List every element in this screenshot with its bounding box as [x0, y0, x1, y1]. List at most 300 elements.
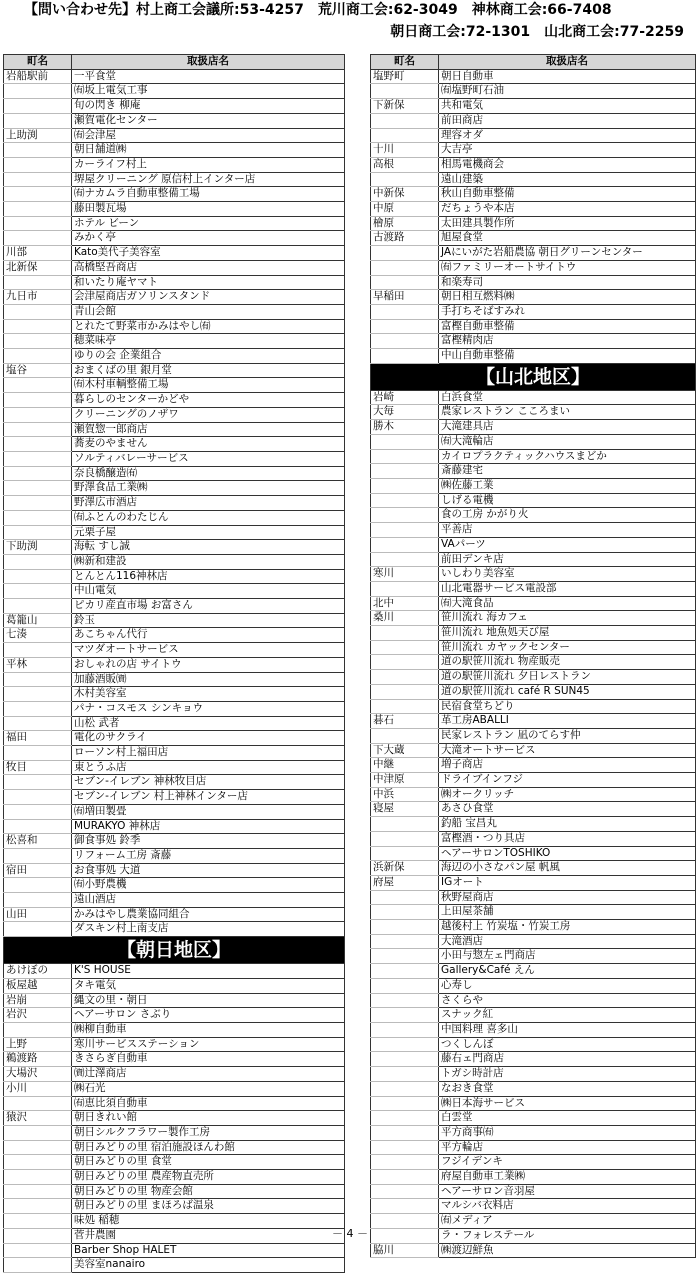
store-name: 手打ちそばすみれ [439, 304, 696, 319]
store-name: 加藤酒販㈾ [72, 672, 345, 687]
store-name: ヘアーサロンTOSHIKO [439, 846, 696, 861]
table-row [371, 861, 696, 876]
town-name [371, 304, 439, 319]
store-name: 奈良橋醸造㈲ [72, 466, 345, 481]
table-row [371, 128, 696, 143]
table-row [4, 819, 345, 834]
town-name [371, 1155, 439, 1170]
table-row [4, 260, 345, 275]
town-name: 山田 [4, 907, 72, 922]
table-row [4, 113, 345, 128]
town-name [4, 84, 72, 99]
town-name [371, 890, 439, 905]
town-name [4, 569, 72, 584]
store-name: 富樫酒・つり具店 [439, 831, 696, 846]
store-name: ㈱渡辺鮮魚 [439, 1243, 696, 1258]
town-name: 府屋 [371, 875, 439, 890]
town-name: 塩谷 [4, 363, 72, 378]
store-table-left [3, 54, 345, 1273]
table-row [371, 349, 696, 364]
store-name: 共和電気 [439, 99, 696, 114]
store-name: ソルティバレーサービス [72, 451, 345, 466]
town-name [4, 99, 72, 114]
table-row [4, 716, 345, 731]
town-name [4, 216, 72, 231]
store-name: 穂菜味亭 [72, 334, 345, 349]
table-row [371, 434, 696, 449]
store-name: 野澤広市酒店 [72, 496, 345, 511]
store-name: 笹川流れ 海カフェ [439, 611, 696, 626]
table-row [4, 172, 345, 187]
store-name: さくらや [439, 993, 696, 1008]
table-row [4, 69, 345, 84]
store-name: ㈲恵比須自動車 [72, 1096, 345, 1111]
store-name: ローソン村上福田店 [72, 746, 345, 761]
table-row [4, 216, 345, 231]
table-row [4, 187, 345, 202]
town-name [4, 172, 72, 187]
table-row [4, 1008, 345, 1023]
column-header-town: 町名 [4, 55, 72, 70]
store-name: 朝日みどりの里 宿泊施設ほんわ館 [72, 1140, 345, 1155]
table-row [4, 746, 345, 761]
town-name [371, 728, 439, 743]
store-name: カイロプラクティックハウスまどか [439, 449, 696, 464]
town-name [4, 275, 72, 290]
store-name: 海転 すし誠 [72, 540, 345, 555]
table-row [4, 84, 345, 99]
table-row [4, 848, 345, 863]
table-row [371, 978, 696, 993]
town-name [4, 481, 72, 496]
store-name: 理容オダ [439, 128, 696, 143]
store-name: 道の駅笹川流れ 夕日レストラン [439, 670, 696, 685]
town-name: 下助渕 [4, 540, 72, 555]
column-header-town: 町名 [371, 55, 439, 70]
town-name [371, 1052, 439, 1067]
table-row [371, 714, 696, 729]
town-name [371, 640, 439, 655]
store-name: ㈲木村車輌整備工場 [72, 378, 345, 393]
store-name: だちょうや本店 [439, 202, 696, 217]
store-name: 農家レストラン こころまい [439, 405, 696, 420]
store-name: 前田商店 [439, 113, 696, 128]
store-name: しげる電機 [439, 493, 696, 508]
town-name [371, 1037, 439, 1052]
store-name: 海辺の小さなパン屋 帆風 [439, 861, 696, 876]
table-row [371, 260, 696, 275]
table-row [371, 478, 696, 493]
store-name: ㈲大滝食品 [439, 596, 696, 611]
store-name: 堺屋クリーニング 原信村上インター店 [72, 172, 345, 187]
store-name: 野澤食品工業㈱ [72, 481, 345, 496]
town-name: 中継 [371, 758, 439, 773]
town-name [371, 1081, 439, 1096]
section-title: 【山北地区】 [371, 363, 696, 390]
table-row [4, 628, 345, 643]
town-name [371, 1199, 439, 1214]
table-row [371, 1184, 696, 1199]
table-row [371, 1023, 696, 1038]
town-name [4, 319, 72, 334]
store-name: 秋山自動車整備 [439, 187, 696, 202]
table-row [4, 275, 345, 290]
table-row [4, 978, 345, 993]
table-row [371, 390, 696, 405]
store-name: お食事処 大道 [72, 863, 345, 878]
store-name: 遠山建築 [439, 172, 696, 187]
town-name [371, 655, 439, 670]
store-name: セブン-イレブン 神林牧目店 [72, 775, 345, 790]
town-name [371, 552, 439, 567]
town-name [371, 523, 439, 538]
town-name [4, 599, 72, 614]
store-name: かみはやし農業協同組合 [72, 907, 345, 922]
town-name [4, 143, 72, 158]
table-row [4, 760, 345, 775]
store-name: 平善店 [439, 523, 696, 538]
table-row [371, 699, 696, 714]
section-header [371, 363, 696, 390]
table-row [371, 319, 696, 334]
store-name: セブン-イレブン 村上神林インター店 [72, 790, 345, 805]
town-name [4, 1125, 72, 1140]
store-name: 富樫精肉店 [439, 334, 696, 349]
town-name [4, 848, 72, 863]
town-name [4, 643, 72, 658]
store-name: きさらぎ自動車 [72, 1052, 345, 1067]
table-row [371, 655, 696, 670]
table-row [4, 1258, 345, 1273]
table-row [371, 275, 696, 290]
table-row [4, 407, 345, 422]
store-name: 一平食堂 [72, 69, 345, 84]
table-row [371, 246, 696, 261]
town-name [371, 993, 439, 1008]
table-row [371, 1008, 696, 1023]
store-name: 元栗子屋 [72, 525, 345, 540]
town-name [371, 1170, 439, 1185]
town-name [371, 949, 439, 964]
column-header-store: 取扱店名 [439, 55, 696, 70]
store-name: 山北電器サービス電設部 [439, 581, 696, 596]
town-name: 鵜渡路 [4, 1052, 72, 1067]
store-name: あこちゃん代行 [72, 628, 345, 643]
town-name [4, 1023, 72, 1038]
town-name [4, 672, 72, 687]
town-name: 下大蔵 [371, 743, 439, 758]
town-name [371, 1111, 439, 1126]
store-name: 東とうふ店 [72, 760, 345, 775]
store-name: ラ・フォレステール [439, 1228, 696, 1243]
town-name: 猿沢 [4, 1111, 72, 1126]
store-name: 道の駅笹川流れ 物産販売 [439, 655, 696, 670]
town-name: 牧目 [4, 760, 72, 775]
table-row [4, 290, 345, 305]
town-name [4, 804, 72, 819]
store-name: ㈱佐藤工業 [439, 478, 696, 493]
town-name: 岩崩 [4, 993, 72, 1008]
store-name: 電化のサクライ [72, 731, 345, 746]
store-name: 朝日相互燃料㈱ [439, 290, 696, 305]
store-name: 民家レストラン 凪のてらす仲 [439, 728, 696, 743]
town-name: 中新保 [371, 187, 439, 202]
table-row [371, 523, 696, 538]
town-name [371, 670, 439, 685]
table-row [4, 907, 345, 922]
table-row [371, 537, 696, 552]
table-row [4, 613, 345, 628]
town-name [4, 304, 72, 319]
table-row [4, 893, 345, 908]
table-row [4, 1243, 345, 1258]
town-name [4, 687, 72, 702]
table-row [371, 1170, 696, 1185]
town-name [371, 334, 439, 349]
town-name: 中原 [371, 202, 439, 217]
table-row [4, 657, 345, 672]
town-name [4, 157, 72, 172]
town-name: 檜原 [371, 216, 439, 231]
table-row [371, 1052, 696, 1067]
store-name: 上田屋茶舗 [439, 905, 696, 920]
table-row [4, 1096, 345, 1111]
table-row [4, 393, 345, 408]
table-row [4, 687, 345, 702]
table-row [371, 113, 696, 128]
store-name: 菅井農園 [72, 1228, 345, 1243]
store-name: あさひ食堂 [439, 802, 696, 817]
town-name: 葛籠山 [4, 613, 72, 628]
table-row [371, 1081, 696, 1096]
store-name: 白浜食堂 [439, 390, 696, 405]
store-name: 革工房ABALLI [439, 714, 696, 729]
table-row [371, 172, 696, 187]
store-name: 鈴玉 [72, 613, 345, 628]
store-name: 越後村上 竹炭塩・竹炭工房 [439, 920, 696, 935]
table-row [4, 143, 345, 158]
store-name: 大滝オートサービス [439, 743, 696, 758]
store-name: ㈾辻澤商店 [72, 1067, 345, 1082]
town-name [4, 1184, 72, 1199]
town-name [4, 922, 72, 937]
town-name: 川部 [4, 246, 72, 261]
table-row [371, 787, 696, 802]
store-name: カーライフ村上 [72, 157, 345, 172]
store-name: ㈲増田製畳 [72, 804, 345, 819]
table-row [4, 964, 345, 979]
table-row [4, 584, 345, 599]
town-name [4, 878, 72, 893]
table-row [371, 187, 696, 202]
table-row [371, 831, 696, 846]
section-title: 【朝日地区】 [4, 937, 345, 964]
table-row [371, 670, 696, 685]
town-name [4, 584, 72, 599]
town-name: 塩野町 [371, 69, 439, 84]
table-row [4, 643, 345, 658]
store-name: 朝日舗道㈱ [72, 143, 345, 158]
contact-line-1: 【問い合わせ先】村上商工会議所:53-4257 荒川商工会:62-3049 神林商工会:66-7408 [24, 2, 612, 18]
store-name: なおき食堂 [439, 1081, 696, 1096]
table-row [4, 1111, 345, 1126]
table-row [371, 802, 696, 817]
town-name: 板屋越 [4, 978, 72, 993]
table-row [4, 422, 345, 437]
town-name [371, 275, 439, 290]
store-table-right [370, 54, 696, 1258]
town-name [371, 319, 439, 334]
table-row [4, 451, 345, 466]
store-name: 釣船 宝昌丸 [439, 817, 696, 832]
store-name: 縄文の里・朝日 [72, 993, 345, 1008]
town-name [4, 1199, 72, 1214]
store-name: パナ・コスモス シンキョウ [72, 701, 345, 716]
town-name: 松喜和 [4, 834, 72, 849]
table-row [371, 611, 696, 626]
store-name: 藤右ェ門商店 [439, 1052, 696, 1067]
town-name [371, 128, 439, 143]
table-row [371, 464, 696, 479]
store-name: 山松 武者 [72, 716, 345, 731]
store-name: リフォーム工房 斎藤 [72, 848, 345, 863]
town-name [371, 449, 439, 464]
town-name [4, 451, 72, 466]
store-name: 民宿食堂ちどり [439, 699, 696, 714]
store-name: 大滝建具店 [439, 420, 696, 435]
town-name [4, 422, 72, 437]
town-name: 平林 [4, 657, 72, 672]
town-name [4, 231, 72, 246]
town-name [4, 554, 72, 569]
town-name: 中浜 [371, 787, 439, 802]
store-name: 朝日自動車 [439, 69, 696, 84]
town-name: 桑川 [371, 611, 439, 626]
table-row [4, 525, 345, 540]
town-name [371, 172, 439, 187]
store-name: 前田デンキ店 [439, 552, 696, 567]
town-name: 九日市 [4, 290, 72, 305]
table-row [371, 846, 696, 861]
town-name [4, 1258, 72, 1273]
store-name: 朝日みどりの里 物産会館 [72, 1184, 345, 1199]
town-name [4, 746, 72, 761]
store-name: Gallery&Café えん [439, 964, 696, 979]
town-name [4, 437, 72, 452]
store-name: 笹川流れ 地魚処天び屋 [439, 626, 696, 641]
town-name [371, 464, 439, 479]
table-row [371, 202, 696, 217]
town-name: 碁石 [371, 714, 439, 729]
table-row [371, 157, 696, 172]
table-row [4, 99, 345, 114]
store-name: 朝日みどりの里 まほろば温泉 [72, 1199, 345, 1214]
town-name [4, 893, 72, 908]
table-row [4, 1067, 345, 1082]
town-name [371, 817, 439, 832]
table-row [371, 758, 696, 773]
town-name: 宿田 [4, 863, 72, 878]
store-name: 朝日きれい館 [72, 1111, 345, 1126]
store-name: タキ電気 [72, 978, 345, 993]
table-row [371, 1067, 696, 1082]
town-name [371, 1023, 439, 1038]
store-name: VAパーツ [439, 537, 696, 552]
store-name: 暮らしのセンターかどや [72, 393, 345, 408]
table-row [4, 599, 345, 614]
town-name [4, 187, 72, 202]
store-name: 心寿し [439, 978, 696, 993]
store-name: ㈱石光 [72, 1081, 345, 1096]
store-name: おしゃれの店 サイトウ [72, 657, 345, 672]
town-name [371, 1067, 439, 1082]
table-row [371, 890, 696, 905]
town-name: 浜新保 [371, 861, 439, 876]
store-name: 平方輪店 [439, 1140, 696, 1155]
table-row [4, 1140, 345, 1155]
store-name: 蕎麦のやません [72, 437, 345, 452]
store-name: 朝日みどりの里 食堂 [72, 1155, 345, 1170]
town-name: 寒川 [371, 567, 439, 582]
store-name: ヘアーサロン音羽屋 [439, 1184, 696, 1199]
page-number: － 4 － [332, 1227, 368, 1240]
store-name: ㈲ナカムラ自動車整備工場 [72, 187, 345, 202]
town-name [371, 84, 439, 99]
town-name: あけぼの [4, 964, 72, 979]
table-row [4, 540, 345, 555]
table-row [4, 775, 345, 790]
town-name [371, 934, 439, 949]
table-row [4, 790, 345, 805]
town-name [4, 1140, 72, 1155]
table-row [4, 378, 345, 393]
town-name [371, 626, 439, 641]
section-header [4, 937, 345, 964]
store-name: 和楽寿司 [439, 275, 696, 290]
store-name: Kato美代子美容室 [72, 246, 345, 261]
table-row [371, 1096, 696, 1111]
town-name [4, 334, 72, 349]
table-row [371, 581, 696, 596]
town-name [371, 964, 439, 979]
town-name [371, 581, 439, 596]
table-row [4, 1037, 345, 1052]
store-name: マツダオートサービス [72, 643, 345, 658]
store-name: ㈱柳自動車 [72, 1023, 345, 1038]
table-row [4, 437, 345, 452]
town-name: 中津原 [371, 773, 439, 788]
town-name [4, 716, 72, 731]
store-name: フジイデンキ [439, 1155, 696, 1170]
store-name: 斎藤建宅 [439, 464, 696, 479]
store-name: 朝日みどりの里 農産物直売所 [72, 1170, 345, 1185]
store-name: 道の駅笹川流れ café R SUN45 [439, 684, 696, 699]
store-name: 美容室nanairo [72, 1258, 345, 1273]
table-row [4, 1184, 345, 1199]
store-name: Barber Shop HALET [72, 1243, 345, 1258]
store-name: 寒川サービスステーション [72, 1037, 345, 1052]
table-row [371, 216, 696, 231]
table-row [371, 405, 696, 420]
store-name: 中山自動車整備 [439, 349, 696, 364]
table-row [371, 1125, 696, 1140]
store-name: 旭屋食堂 [439, 231, 696, 246]
town-name [371, 537, 439, 552]
store-name: ㈲小野農機 [72, 878, 345, 893]
town-name [4, 407, 72, 422]
table-row [4, 672, 345, 687]
table-row [4, 1081, 345, 1096]
